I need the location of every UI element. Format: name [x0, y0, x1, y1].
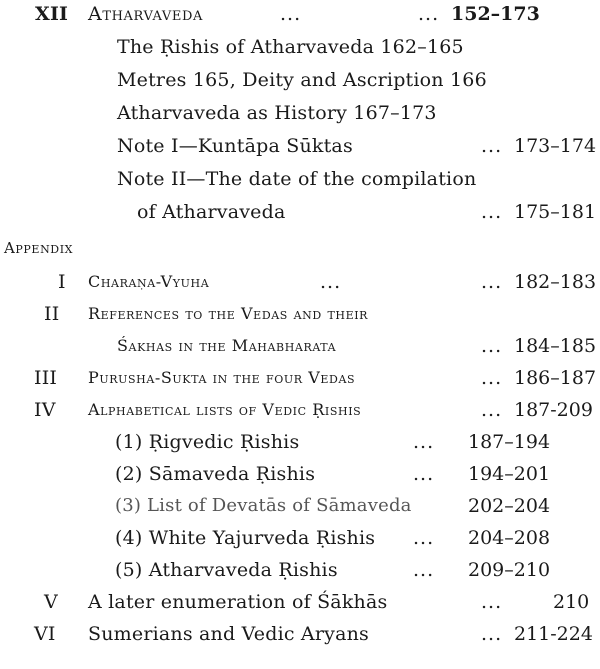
- page-range: 186–187: [514, 367, 597, 389]
- entry-title: Charaṇa-Vyuha: [88, 272, 210, 291]
- leader-dots: ...: [481, 399, 503, 421]
- leader-dots: ...: [413, 559, 435, 581]
- leader-dots: ...: [481, 623, 503, 645]
- page-range: 209–210: [468, 559, 551, 581]
- entry-title-continued: Śakhas in the Mahabharata: [117, 336, 337, 355]
- page-range: 210: [553, 591, 590, 613]
- leader-dots: ...: [481, 367, 503, 389]
- entry-numeral: V: [44, 591, 58, 613]
- appendix-heading: Appendix: [4, 239, 74, 257]
- leader-dots: ...: [413, 463, 435, 485]
- leader-dots: ...: [280, 3, 302, 25]
- leader-dots: ...: [481, 335, 503, 357]
- entry-title: References to the Vedas and their: [88, 304, 369, 323]
- entry-numeral: IV: [34, 399, 56, 421]
- toc-subitem: Atharvaveda as History 167–173: [117, 102, 437, 124]
- page-range: 211-224: [514, 623, 593, 645]
- toc-subitem: Metres 165, Deity and Ascription 166: [117, 69, 487, 91]
- leader-dots: ...: [418, 3, 440, 25]
- page-range: 173–174: [514, 135, 597, 157]
- entry-title: Sumerians and Vedic Aryans: [88, 623, 369, 645]
- leader-dots: ...: [320, 271, 342, 293]
- sub-list-item: (3) List of Devatās of Sāmaveda: [115, 495, 412, 516]
- page-range: 187–194: [468, 431, 551, 453]
- sub-list-item: (5) Atharvaveda Ṛishis: [115, 559, 338, 581]
- page-range: 182–183: [514, 271, 597, 293]
- page-range: 187-209: [514, 399, 593, 421]
- toc-subitem: of Atharvaveda: [137, 201, 286, 223]
- toc-subitem: The Ṛishis of Atharvaveda 162–165: [117, 36, 464, 58]
- entry-title: A later enumeration of Śākhās: [88, 591, 388, 613]
- page-range: 175–181: [514, 201, 597, 223]
- leader-dots: ...: [481, 271, 503, 293]
- page-range: 204–208: [468, 527, 551, 549]
- entry-numeral: III: [34, 367, 58, 389]
- leader-dots: ...: [481, 591, 503, 613]
- page-range: 152–173: [451, 3, 540, 25]
- toc-subitem: Note II—The date of the compilation: [117, 168, 477, 190]
- entry-title: Purusha-Sukta in the four Vedas: [88, 368, 356, 387]
- sub-list-item: (4) White Yajurveda Ṛishis: [115, 527, 376, 549]
- page-range: 184–185: [514, 335, 597, 357]
- leader-dots: ...: [481, 135, 503, 157]
- entry-title: Alphabetical lists of Vedic Ṛishis: [88, 400, 362, 419]
- entry-numeral: VI: [34, 623, 56, 645]
- entry-numeral: I: [58, 271, 66, 293]
- leader-dots: ...: [413, 527, 435, 549]
- leader-dots: ...: [413, 431, 435, 453]
- toc-subitem: Note I—Kuntāpa Sūktas: [117, 135, 353, 157]
- entry-numeral: II: [44, 303, 60, 325]
- page-range: 202–204: [468, 495, 551, 517]
- chapter-numeral: XII: [35, 3, 69, 25]
- sub-list-item: (2) Sāmaveda Ṛishis: [115, 463, 316, 485]
- chapter-title: Atharvaveda: [88, 3, 203, 25]
- page-range: 194–201: [468, 463, 551, 485]
- sub-list-item: (1) Ṛigvedic Ṛishis: [115, 431, 300, 453]
- leader-dots: ...: [481, 201, 503, 223]
